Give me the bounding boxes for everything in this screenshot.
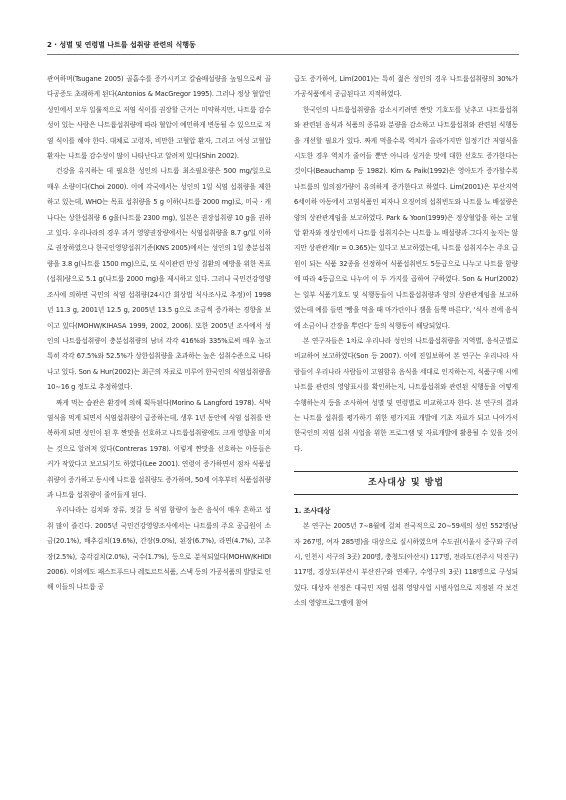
right-column — [294, 72, 518, 612]
body-paragraph: 본 연구자들은 1차로 우리나라 성인의 나트륨섭취량을 지역별, 음식군별로 비교하여 보고하였다(Son 등 2007). 이에 진일보하여 본 연구는 우리나라 사람들이 우리나라 사람들이 고염함유 음식을 세대로 인지하는지, 식품구매 시에 나트륨 관련의 영양표시를 확인하는지, 나트륨섭취와 관련된 식행동을 어떻게 수행하는지 등을 조사하여 성별 및 연령별로 비교하고자 한다. 본 연구의 결과는 나트륨 섭취를 평가하기 위한 평가지표 개발에 기초 자료가 되고 나아가서 한국인의 저염 섭취 사업을 위한 프로그램 및 자료개발에 활용될 수 있을 것이다. — [294, 336, 518, 453]
body-paragraph: 관여하며(Tsugane 2005) 골흡수를 증가시키고 칼슘배설량을 높임으로써 골다공증도 초래하게 된다(Antonios & MacGregor 1995). 그러나 정상 혈압인 성인에서 모두 일률적으로 저염 식이를 권장할 근거는 미약하지만, 나트륨 감수성이 있는 사람은 나트륨섭취량에 따라 혈압이 예민하게 변동될 수 있으므로 저염 식이를 해야 한다. 대체로 고령자, 비만한 고혈압 환자, 그리고 여성 고혈압 환자는 나트륨 감수성이 많이 나타난다고 알려져 있다(Shin 2002). — [47, 75, 271, 161]
body-paragraph: 우리나라는 김치와 장류, 젓갈 등 식염 함량이 높은 음식이 매우 흔하고 섭취 많이 즐긴다. 2005년 국민건강영양조사에서는 나트륨의 주요 공급원이 소금(20.1%), 배추김치(19.6%), 간장(9.0%), 된장(6.7%), 라면(4.7%), 고추장(2.5%), 총각김치(2.0%), 국수(1.7%), 등으로 분석되었다(MOHW/KHIDI 2006). 이외에도 패스트푸드나 레토르트식품, 스낵 등의 가공식품의 발달로 인해 이들의 나트륨 공 — [47, 506, 271, 592]
running-head: 2 · 성별 및 연령별 나트륨 섭취량 관련의 식행동 — [47, 41, 196, 49]
body-paragraph: 건강을 유지하는 데 필요한 성인의 나트륨 최소필요량은 500 mg/일으로 매우 소량이다(Choi 2000). 이에 각국에서는 성인의 1일 식염 섭취량을 제한하고 있는데, WHO는 목표 섭취량을 5 g 이하(나트륨 2000 mg)로, 미국 · 캐나다는 상한섭취량 6 g을(나트륨 2300 mg), 일본은 권장섭취량 10 g을 권하고 있다. 우리나라의 경우 과거 영양권장량에서는 식염섭취량을 8.7 g/일 이하로 권장하였으나 한국인영양섭취기준(KNS 2005)에서는 성인의 1일 충분섭취량을 3.8 g(나트륨 1500 mg)으로, 또 식이관련 만성 질환의 예방을 위한 목표(섭취)량으로 5.1 g(나트륨 2000 mg)을 제시하고 있다. 그러나 국민건강영양조사에 의하면 국민의 식염 섭취량(24시간 회상법 식사조사로 추정)이 1998년 11.3 g, 2001년 12.5 g, 2005년 13.5 g으로 조금씩 증가하는 경향을 보이고 있다(MOHW/KIHASA 1999, 2002, 2006). 또한 2005년 조사에서 성인의 나트륨섭취량이 충분섭취량의 남녀 각각 416%와 335%로써 매우 높고 특히 각각 67.5%와 52.5%가 상한섭취량을 초과하는 높은 섭취수준으로 나타나고 있다. Son & Hur(2002)는 최근의 자료로 미루어 한국인의 식염섭취량을 10∼16 g 정도로 추정하였다. — [47, 167, 271, 392]
header-rule — [47, 54, 519, 55]
section-title: 조사대상 및 방법 — [367, 478, 445, 489]
subsection-title: 1. 조사대상 — [294, 507, 331, 516]
body-paragraph: 본 연구는 2005년 7∼8월에 걸쳐 전국적으로 20∼59세의 성인 552명(남자 267명, 여자 285명)을 대상으로 실시하였으며 수도권(서울시 중구와 구리시, 인천시 서구의 3곳) 200명, 충청도(아산시) 117명, 전라도(전주시 덕진구) 117명, 경상도(부산시 부산진구와 연제구, 수영구의 3곳) 118명으로 구성되었다. 대상자 선정은 대국민 저염 섭취 영양사업 시범사업으로 지정된 각 보건소의 영양프로그램에 참여 — [294, 522, 518, 608]
section-heading — [294, 471, 518, 495]
body-paragraph: 짜게 먹는 습관은 환경에 의해 획득된다(Morino & Langford 1978). 식탁염식을 먹게 되면서 식염섭취량이 급증하는데, 생후 1년 동안에 식염 섭취를 반복하게 되면 성인이 된 후 짠맛을 선호하고 나트륨섭취량에도 크게 영향을 미치는 것으로 알려져 있다(Contreras 1978). 이렇게 짠맛을 선호하는 아동들은 커가 작았다고 보고되기도 하였다(Lee 2001). 연령이 증가하면서 점차 식품섭취량이 증가하고 동시에 나트륨 섭취량도 증가하며, 50세 이후부터 식품섭취량과 나트륨 섭취량이 줄어들게 된다. — [47, 398, 271, 499]
body-paragraph: 한국인의 나트륨섭취량을 감소시키려면 짠맛 기호도를 낮추고 나트륨섭취와 관련된 음식과 식품의 종류와 분량을 감소하고 나트륨섭취와 관련된 식행동을 개선할 필요가 있다. 짜게 먹을수록 역치가 올라가지만 일정기간 저염식을 시도한 경우 역치가 줄어들 뿐만 아니라 싱거운 맛에 대한 선호도 증가한다는 것이다(Beauchamp 등 1982). Kim & Paik(1992)은 영아도가 증가할수록 나트륨의 일의점가량이 유의하게 증가한다고 하였다. Lim(2001)은 부산지역 6세이하 아동에서 고염식품인 피자나 오징어의 섭취빈도와 나트륨 뇨 배설량은 양의 상관관계임을 보고하였다. Park & Yoon(1999)은 정상혈압을 하는 고혈압 환자와 정상인에서 나트륨 섭취지수는 나트륨 뇨 배설량과 그다지 높지는 않지만 상관관계(r = 0.365)는 있다고 보고하였는데, 나트륨 섭취지수는 주요 급원이 되는 식품 32종을 선정하여 식품섭취빈도 5등급으로 나누고 나트륨 함량에 따라 4등급으로 나누어 이 두 가지를 곱하여 구하였다. Son & Hur(2002)는 일부 식품기호도 및 식행동들이 나트륨섭취량과 양의 상관관계임을 보고하였는데 예를 들면 '빵을 먹을 때 마가린이나 잼을 듬뿍 바른다', '식사 전에 음식에 소금이나 간장을 뿌린다' 등의 식행동이 해당되었다. — [294, 105, 518, 330]
left-column — [47, 72, 271, 596]
body-paragraph: 급도 증가하여, Lim(2001)는 특히 젊은 성인의 경우 나트륨섭취량의 30%가 가공식품에서 공급된다고 지적하였다. — [294, 75, 518, 99]
